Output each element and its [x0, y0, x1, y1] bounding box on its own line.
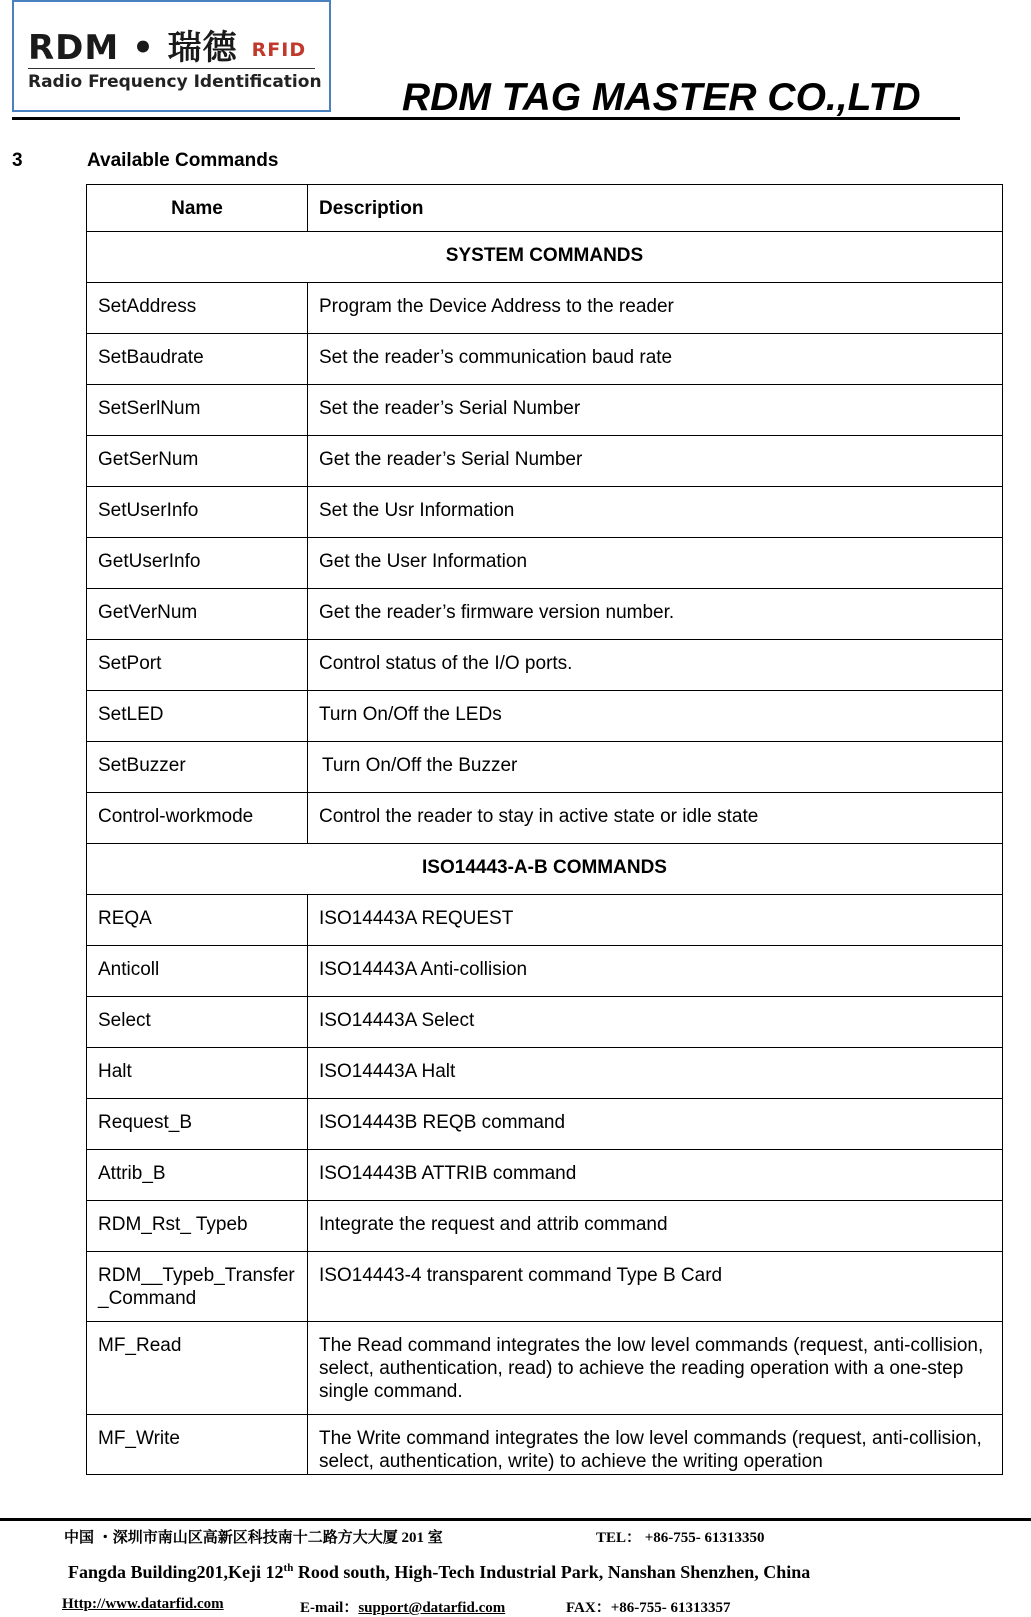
command-description: Control status of the I/O ports. [308, 640, 1003, 691]
command-name: Anticoll [87, 946, 308, 997]
command-description: Set the reader’s Serial Number [308, 385, 1003, 436]
table-row [87, 997, 1003, 1048]
table-row [87, 793, 1003, 844]
address-en-part1: Fangda Building201,Keji 12 [68, 1562, 284, 1582]
table-row [87, 385, 1003, 436]
header-divider [12, 117, 960, 120]
command-description: ISO14443A Anti-collision [308, 946, 1003, 997]
table-row [87, 1415, 1003, 1475]
column-header-description: Description [308, 185, 1003, 232]
command-description: Turn On/Off the LEDs [308, 691, 1003, 742]
table-row [87, 589, 1003, 640]
footer-email [300, 1596, 505, 1617]
table-row [87, 742, 1003, 793]
logo-subtitle: Radio Frequency Identification [28, 72, 322, 92]
command-description: ISO14443B ATTRIB command [308, 1150, 1003, 1201]
command-name: Halt [87, 1048, 308, 1099]
group-label-iso: ISO14443-A-B COMMANDS [87, 844, 1003, 895]
group-label-system: SYSTEM COMMANDS [87, 232, 1003, 283]
table-row [87, 1099, 1003, 1150]
address-en-part2: Rood south, High-Tech Industrial Park, Nanshan Shenzhen, China [293, 1562, 811, 1582]
address-en-sup: th [283, 1562, 294, 1574]
command-name: Attrib_B [87, 1150, 308, 1201]
command-description: ISO14443B REQB command [308, 1099, 1003, 1150]
command-description: ISO14443-4 transparent command Type B Card [308, 1252, 1003, 1322]
table-row [87, 895, 1003, 946]
logo-divider [28, 68, 315, 69]
table-row [87, 538, 1003, 589]
command-description: ISO14443A Select [308, 997, 1003, 1048]
command-name: SetSerlNum [87, 385, 308, 436]
command-description: Set the reader’s communication baud rate [308, 334, 1003, 385]
table-header-row [87, 185, 1003, 232]
table-row [87, 283, 1003, 334]
group-row-system [87, 232, 1003, 283]
command-name: GetSerNum [87, 436, 308, 487]
command-description: Program the Device Address to the reader [308, 283, 1003, 334]
command-name: RDM_Rst_ Typeb [87, 1201, 308, 1252]
table-row [87, 1322, 1003, 1415]
table-row [87, 946, 1003, 997]
company-name: RDM TAG MASTER CO.,LTD [402, 76, 921, 119]
command-description: Control the reader to stay in active state or idle state [308, 793, 1003, 844]
command-name: Request_B [87, 1099, 308, 1150]
command-name: SetUserInfo [87, 487, 308, 538]
table-row [87, 1150, 1003, 1201]
command-description: Get the User Information [308, 538, 1003, 589]
section-heading [12, 150, 278, 172]
command-description: Integrate the request and attrib command [308, 1201, 1003, 1252]
column-header-name: Name [87, 185, 308, 232]
command-name: SetPort [87, 640, 308, 691]
group-row-iso [87, 844, 1003, 895]
footer-website-link[interactable]: Http://www.datarfid.com [62, 1596, 224, 1612]
command-name: SetAddress [87, 283, 308, 334]
table-row [87, 691, 1003, 742]
command-name: MF_Write [87, 1415, 308, 1475]
table-row [87, 1201, 1003, 1252]
email-label: E-mail： [300, 1600, 359, 1616]
command-name: REQA [87, 895, 308, 946]
logo-main-text [28, 20, 306, 69]
company-logo [12, 0, 331, 112]
logo-rfid: RFID [251, 38, 307, 61]
footer-email-link[interactable]: support@datarfid.com [358, 1600, 506, 1616]
command-description: ISO14443A Halt [308, 1048, 1003, 1099]
section-number: 3 [12, 150, 23, 171]
table-row [87, 640, 1003, 691]
command-description: The Read command integrates the low level commands (request, anti-collision, select, authentication, read) to achieve the reading operation with a one-step single command. [308, 1322, 1003, 1415]
command-name: SetBaudrate [87, 334, 308, 385]
table-row [87, 1048, 1003, 1099]
footer-address-en [68, 1562, 810, 1583]
command-name: Control-workmode [87, 793, 308, 844]
command-name: SetBuzzer [87, 742, 308, 793]
footer-divider [0, 1518, 1031, 1521]
table-row [87, 487, 1003, 538]
command-name: RDM__Typeb_Transfer_Command [87, 1252, 308, 1322]
command-name: GetUserInfo [87, 538, 308, 589]
command-description: Turn On/Off the Buzzer [308, 742, 1003, 793]
command-description: ISO14443A REQUEST [308, 895, 1003, 946]
table-row [87, 1252, 1003, 1322]
command-description: Get the reader’s Serial Number [308, 436, 1003, 487]
command-name: Select [87, 997, 308, 1048]
table-row [87, 436, 1003, 487]
section-title: Available Commands [87, 150, 279, 171]
command-name: SetLED [87, 691, 308, 742]
table-row [87, 334, 1003, 385]
footer-tel: TEL： +86-755- 61313350 [596, 1530, 765, 1546]
command-description: Get the reader’s firmware version number. [308, 589, 1003, 640]
command-description: Set the Usr Information [308, 487, 1003, 538]
command-name: GetVerNum [87, 589, 308, 640]
footer-address-cn: 中国 ・深圳市南山区高新区科技南十二路方大大厦 201 室 [64, 1530, 443, 1546]
command-description: The Write command integrates the low level commands (request, anti-collision, select, authentication, write) to achieve the writing operation [308, 1415, 1003, 1475]
logo-main: RDM • 瑞德 [28, 28, 238, 68]
command-name: MF_Read [87, 1322, 308, 1415]
footer-fax: FAX：+86-755- 61313357 [566, 1600, 731, 1616]
commands-table [86, 184, 1003, 1475]
